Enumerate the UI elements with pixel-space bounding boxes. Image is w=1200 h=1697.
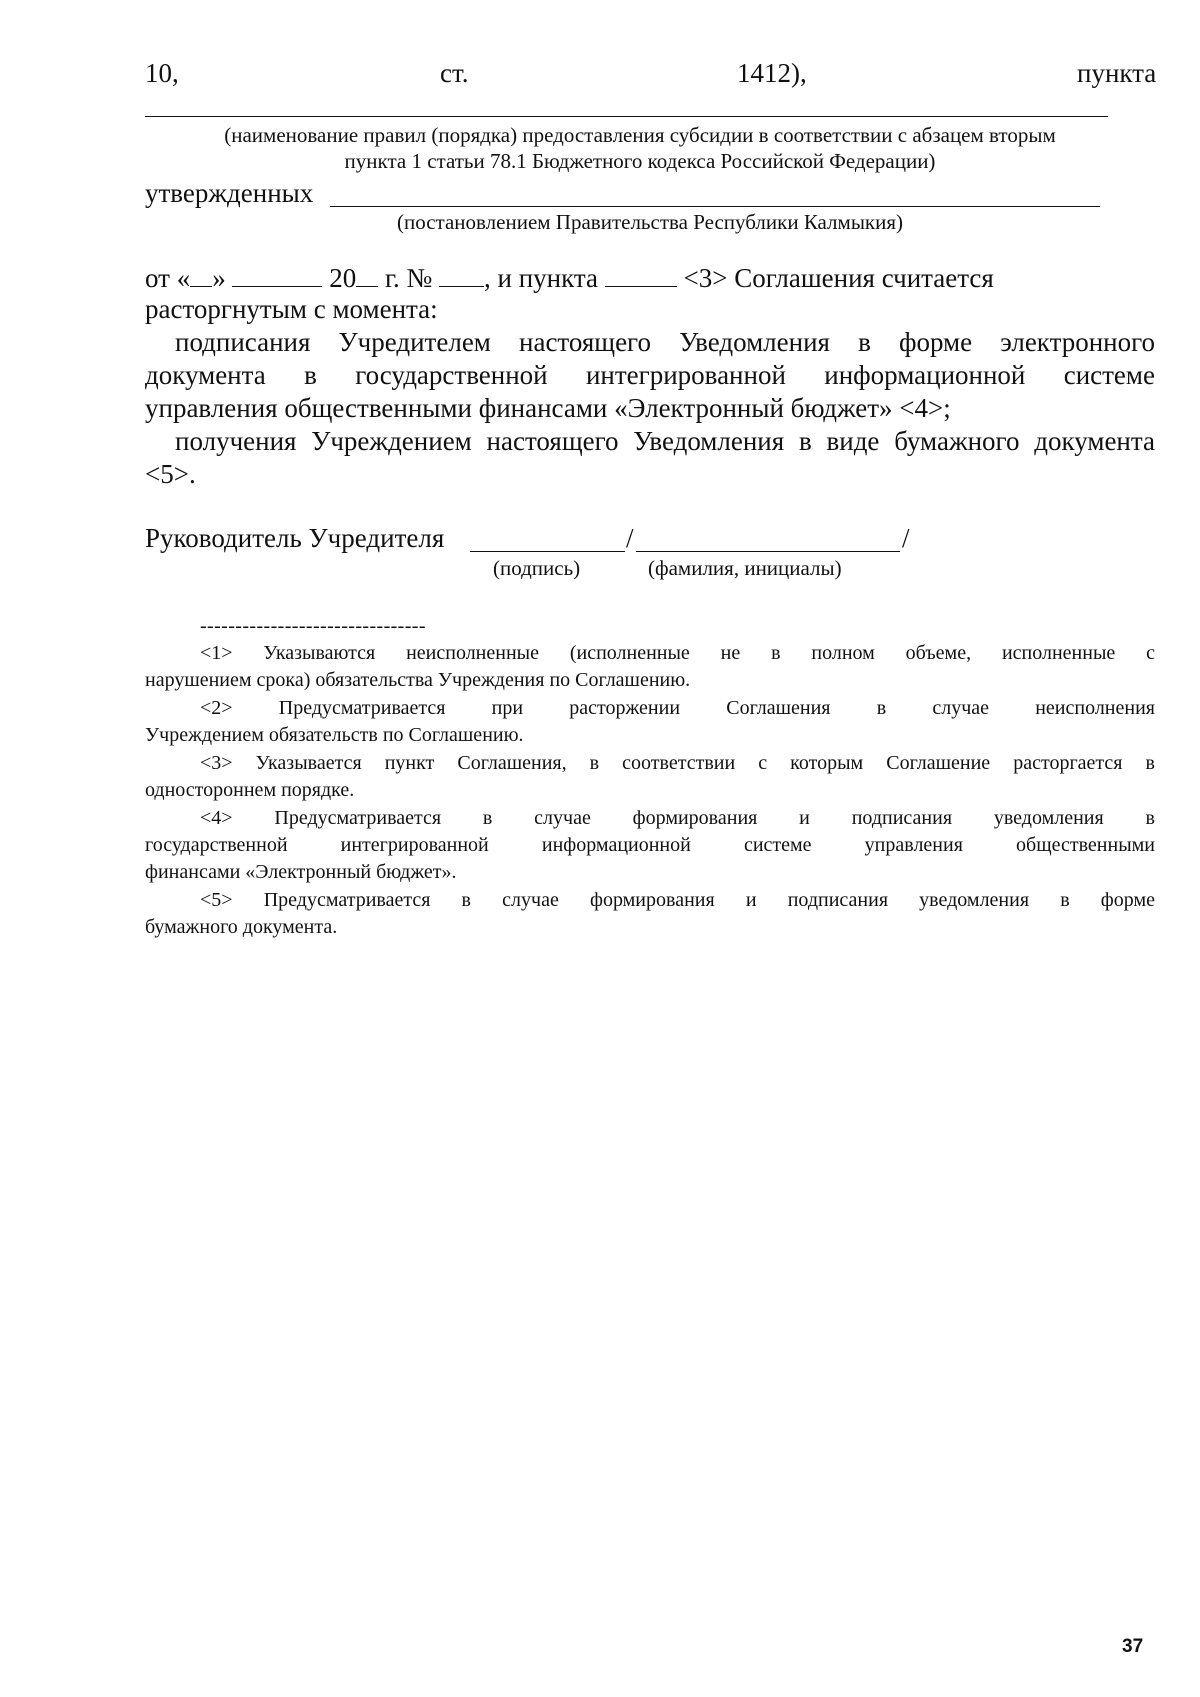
para1-line-2: документа в государственной интегрированной информационной системе (145, 360, 1155, 390)
approved-line (330, 206, 1100, 207)
para2-line-2: <5>. (145, 459, 196, 489)
month-blank (232, 262, 322, 287)
footnote-2-line-2: Учреждением обязательств по Соглашению. (145, 724, 524, 746)
top-line-word-3: 1412), (737, 58, 807, 88)
top-line-word-2: ст. (440, 58, 469, 88)
top-line-word-1: 10, (145, 58, 179, 88)
approved-label: утвержденных (145, 178, 314, 208)
date-line (145, 262, 994, 293)
name-line (636, 551, 900, 552)
signature-slash-2: / (902, 523, 910, 553)
terminated-from-moment: расторгнутым с момента: (145, 294, 438, 324)
date-prefix: от « (145, 263, 191, 293)
signature-caption: (подпись) (493, 556, 581, 580)
footnote-4-line-2: государственной интегрированной информационной системе управления общественными (145, 834, 1155, 856)
footnote-3-line-2: одностороннем порядке. (145, 779, 355, 801)
regulation-caption-line-1: (наименование правил (порядка) предоставления субсидии в соответствии с абзацем вторым (224, 123, 1056, 147)
signature-line (470, 551, 625, 552)
para1-line-3: управления общественными финансами «Электронный бюджет» <4>; (145, 393, 951, 423)
regulation-name-line (145, 116, 1108, 117)
number-blank (439, 262, 484, 287)
regulation-caption-line-2: пункта 1 статьи 78.1 Бюджетного кодекса Российской Федерации) (344, 149, 936, 173)
point-label: , и пункта (484, 263, 598, 293)
page-number: 37 (1122, 1636, 1144, 1657)
footnote-2-line-1: <2> Предусматривается при расторжении Соглашения в случае неисполнения (200, 697, 1155, 719)
footnote-1-line-1: <1> Указываются неисполненные (исполненные не в полном объеме, исполненные с (200, 642, 1155, 664)
footnote-5-line-1: <5> Предусматривается в случае формирования и подписания уведомления в форме (200, 889, 1155, 911)
approved-caption: (постановлением Правительства Республики Калмыкия) (396, 210, 904, 234)
year-prefix: 20 (329, 263, 357, 293)
point-blank (605, 262, 677, 287)
para2-line-1: получения Учреждением настоящего Уведомления в виде бумажного документа (175, 426, 1155, 456)
footnote-5-line-2: бумажного документа. (145, 916, 338, 938)
day-blank (190, 262, 212, 287)
date-quote-close: » (212, 263, 226, 293)
number-label: г. № (384, 263, 433, 293)
top-line-word-4: пункта (1077, 58, 1157, 88)
head-of-founder-label: Руководитель Учредителя (145, 523, 445, 553)
footnote-4-line-1: <4> Предусматривается в случае формирования и подписания уведомления в (200, 807, 1155, 829)
footnote-1-line-2: нарушением срока) обязательства Учреждения по Соглашению. (145, 669, 691, 691)
footnote-3-line-1: <3> Указывается пункт Соглашения, в соответствии с которым Соглашение расторгается в (200, 752, 1155, 774)
agreement-terminated-text: <3> Соглашения считается (683, 263, 994, 293)
para1-line-1: подписания Учредителем настоящего Уведомления в форме электронного (175, 327, 1155, 357)
name-caption: (фамилия, инициалы) (648, 556, 842, 580)
year-blank (356, 262, 378, 287)
footnote-4-line-3: финансами «Электронный бюджет». (145, 861, 457, 883)
footnote-separator: -------------------------------- (200, 615, 426, 637)
signature-slash-1: / (626, 523, 634, 553)
